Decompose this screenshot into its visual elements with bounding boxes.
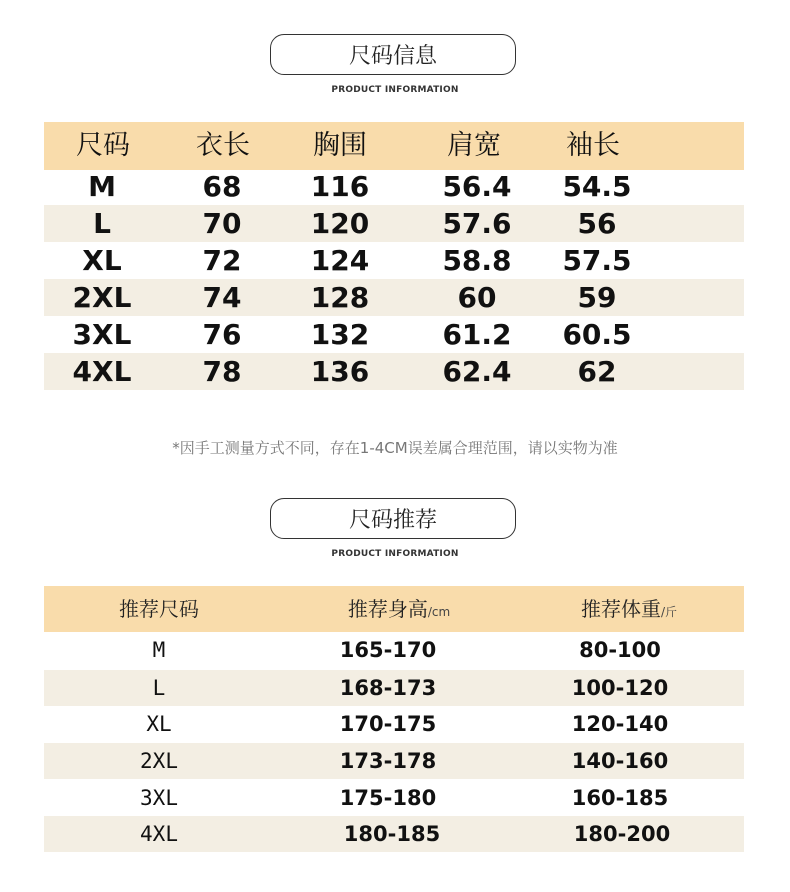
cell-rec-weight: 100-120	[571, 676, 669, 700]
header-rec-weight	[544, 586, 714, 632]
cell-shoulder: 60	[457, 281, 497, 314]
recommend-table-row	[44, 816, 744, 852]
section2-subtitle: PRODUCT INFORMATION	[331, 549, 459, 559]
cell-rec-height: 165-170	[339, 638, 437, 662]
size-table-header	[44, 122, 744, 170]
cell-rec-height: 168-173	[339, 676, 437, 700]
cell-rec-size: 3XL	[140, 786, 178, 810]
cell-rec-height: 175-180	[339, 786, 437, 810]
cell-chest: 124	[310, 244, 370, 277]
cell-sleeve: 60.5	[562, 318, 632, 351]
cell-length: 76	[202, 318, 242, 351]
header-sleeve: 袖长	[566, 130, 620, 161]
cell-sleeve: 62	[577, 355, 617, 388]
cell-sleeve: 54.5	[562, 170, 632, 203]
recommend-table-row	[44, 780, 744, 816]
cell-chest: 116	[310, 170, 370, 203]
cell-shoulder: 56.4	[442, 170, 512, 203]
recommend-table-row	[44, 670, 744, 706]
recommend-table-row	[44, 632, 744, 668]
size-table-row	[44, 353, 744, 390]
header-rec-height-label: 推荐身高	[347, 597, 428, 621]
cell-size: XL	[82, 244, 122, 277]
cell-size: 3XL	[72, 318, 132, 351]
header-rec-height-unit: /cm	[427, 605, 451, 619]
cell-sleeve: 59	[577, 281, 617, 314]
cell-size: 2XL	[72, 281, 132, 314]
section1-title: 尺码信息	[270, 34, 516, 75]
header-rec-height	[314, 586, 484, 632]
cell-sleeve: 57.5	[562, 244, 632, 277]
cell-length: 78	[202, 355, 242, 388]
cell-length: 70	[202, 207, 242, 240]
cell-rec-height: 173-178	[339, 749, 437, 773]
cell-shoulder: 61.2	[442, 318, 512, 351]
size-table-row	[44, 168, 744, 205]
cell-rec-weight: 120-140	[571, 712, 669, 736]
cell-size: M	[88, 170, 116, 203]
header-shoulder: 肩宽	[447, 130, 501, 161]
cell-rec-size: 4XL	[140, 822, 178, 846]
recommend-table-header	[44, 586, 744, 632]
cell-sleeve: 56	[577, 207, 617, 240]
header-length: 衣长	[196, 130, 250, 161]
cell-chest: 128	[310, 281, 370, 314]
cell-length: 72	[202, 244, 242, 277]
cell-rec-weight: 180-200	[573, 822, 671, 846]
cell-rec-size: 2XL	[140, 749, 178, 773]
size-table-row	[44, 279, 744, 316]
header-rec-size-label: 推荐尺码	[119, 597, 199, 621]
cell-rec-size: M	[152, 638, 166, 662]
header-rec-size	[84, 586, 234, 632]
recommend-table-row	[44, 706, 744, 742]
cell-rec-size: L	[152, 676, 166, 700]
size-table-row	[44, 205, 744, 242]
size-table-row	[44, 242, 744, 279]
cell-length: 74	[202, 281, 242, 314]
cell-chest: 136	[310, 355, 370, 388]
cell-rec-height: 170-175	[339, 712, 437, 736]
section1-subtitle: PRODUCT INFORMATION	[331, 85, 459, 95]
cell-size: 4XL	[72, 355, 132, 388]
measurement-note: *因手工测量方式不同，存在1-4CM误差属合理范围，请以实物为准	[172, 439, 618, 457]
size-table-row	[44, 316, 744, 353]
cell-shoulder: 62.4	[442, 355, 512, 388]
cell-rec-weight: 140-160	[571, 749, 669, 773]
cell-length: 68	[202, 170, 242, 203]
header-chest: 胸围	[313, 130, 367, 161]
cell-shoulder: 57.6	[442, 207, 512, 240]
cell-rec-weight: 160-185	[571, 786, 669, 810]
section2-title: 尺码推荐	[270, 498, 516, 539]
header-rec-weight-label: 推荐体重	[580, 597, 661, 621]
cell-rec-weight: 80-100	[579, 638, 661, 662]
cell-chest: 132	[310, 318, 370, 351]
cell-size: L	[93, 207, 111, 240]
header-rec-weight-unit: /斤	[660, 605, 678, 619]
cell-shoulder: 58.8	[442, 244, 512, 277]
cell-rec-size: XL	[146, 712, 172, 736]
header-size: 尺码	[76, 130, 130, 161]
cell-chest: 120	[310, 207, 370, 240]
recommend-table-row	[44, 743, 744, 779]
cell-rec-height: 180-185	[343, 822, 441, 846]
